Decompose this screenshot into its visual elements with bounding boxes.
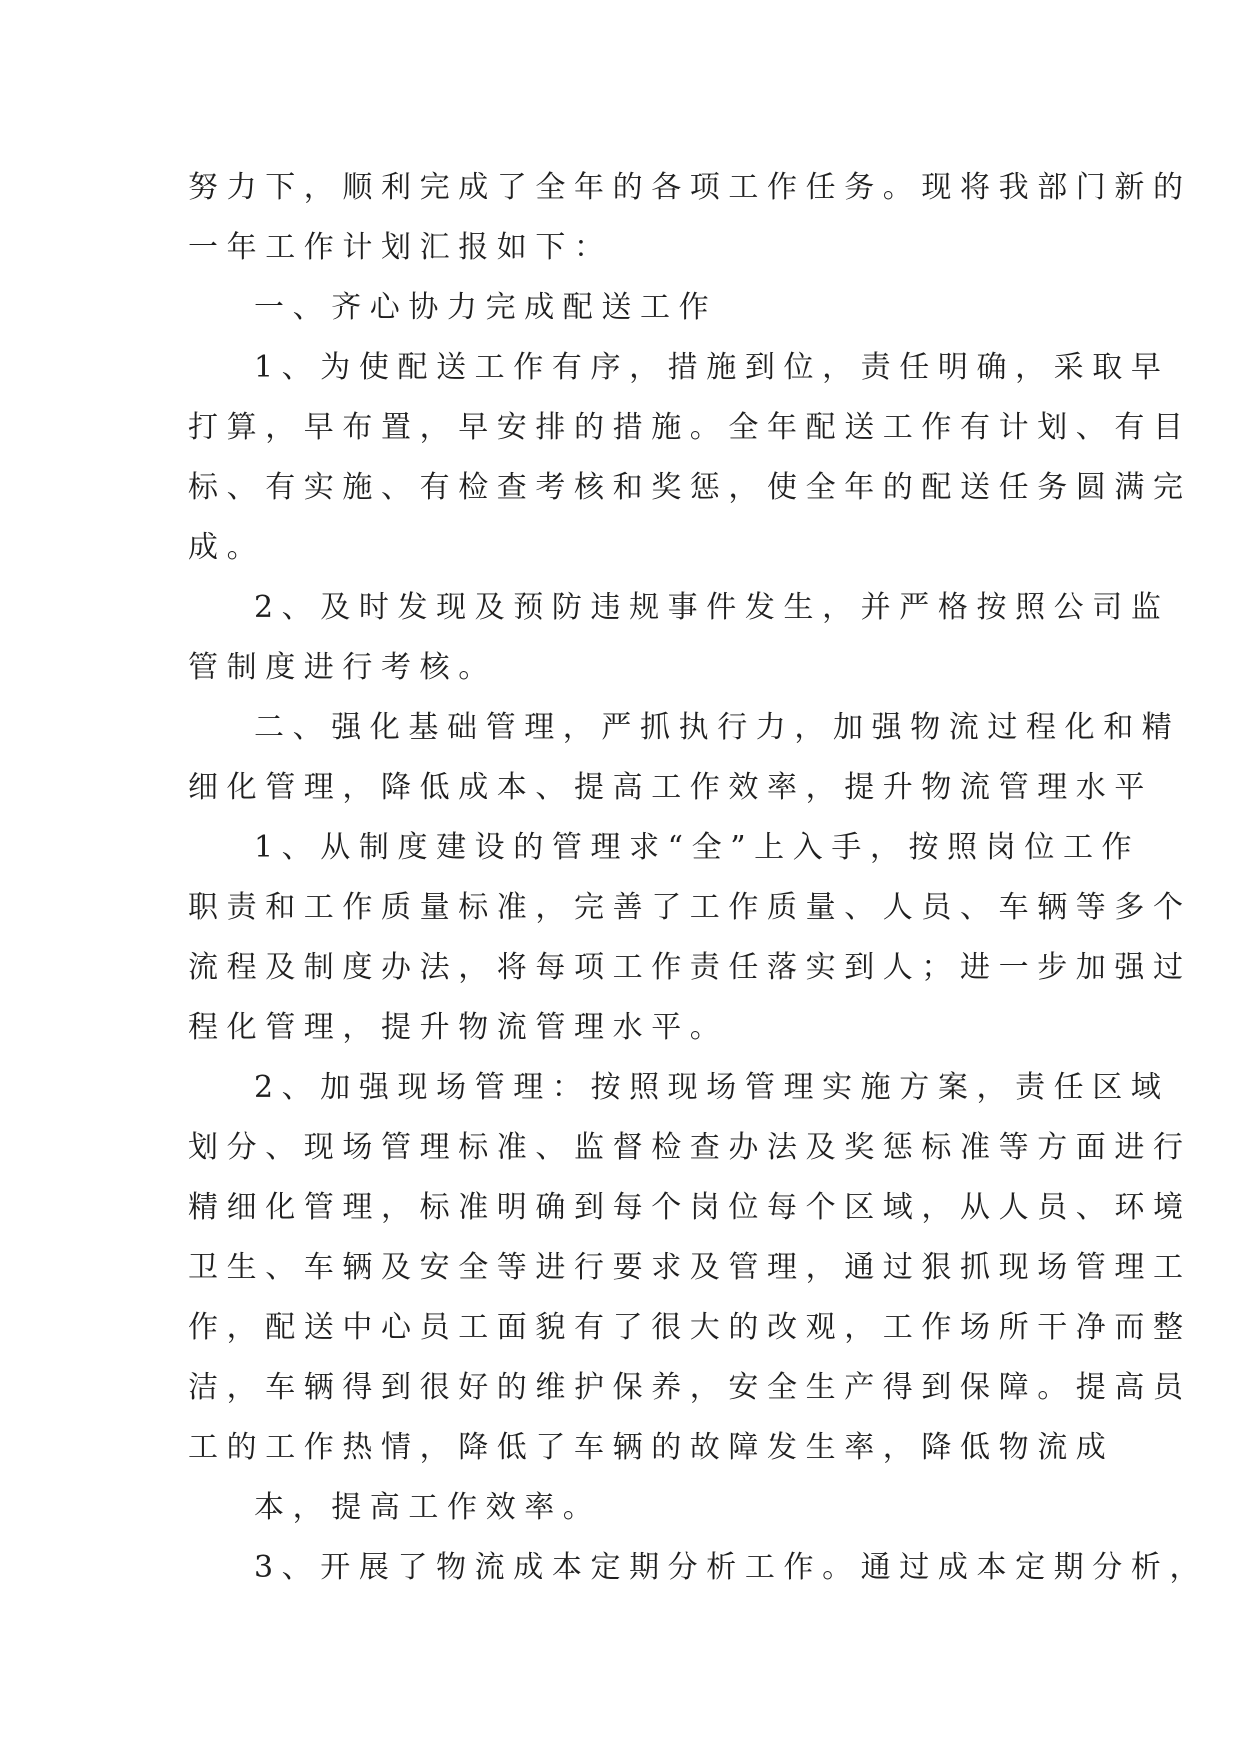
text-line: 职责和工作质量标准，完善了工作质量、人员、车辆等多个 (188, 890, 1192, 925)
text-line: 洁，车辆得到很好的维护保养，安全生产得到保障。提高员 (188, 1370, 1192, 1405)
document-body (188, 158, 1209, 1598)
text-line: 3、开展了物流成本定期分析工作。通过成本定期分析， (254, 1550, 1209, 1585)
text-line: 卫生、车辆及安全等进行要求及管理，通过狠抓现场管理工 (188, 1250, 1192, 1285)
section-heading: 一、齐心协力完成配送工作 (254, 290, 718, 325)
text-line: 成。 (188, 530, 266, 565)
text-line: 努力下，顺利完成了全年的各项工作任务。现将我部门新的 (188, 170, 1192, 205)
text-line: 2、加强现场管理：按照现场管理实施方案，责任区域 (254, 1070, 1170, 1105)
text-line: 管制度进行考核。 (188, 650, 497, 685)
text-line: 1、从制度建设的管理求“全”上入手，按照岗位工作 (254, 830, 1141, 865)
text-line: 作，配送中心员工面貌有了很大的改观，工作场所干净而整 (188, 1310, 1192, 1345)
text-line: 一年工作计划汇报如下： (188, 230, 613, 265)
section-heading: 二、强化基础管理，严抓执行力，加强物流过程化和精 (254, 710, 1181, 745)
text-line: 本，提高工作效率。 (254, 1490, 602, 1525)
text-line: 标、有实施、有检查考核和奖惩，使全年的配送任务圆满完 (188, 470, 1192, 505)
section-heading: 细化管理，降低成本、提高工作效率，提升物流管理水平 (188, 770, 1153, 805)
text-line: 精细化管理，标准明确到每个岗位每个区域，从人员、环境 (188, 1190, 1192, 1225)
text-line: 划分、现场管理标准、监督检查办法及奖惩标准等方面进行 (188, 1130, 1192, 1165)
text-line: 工的工作热情，降低了车辆的故障发生率，降低物流成 (188, 1430, 1115, 1465)
text-line: 打算，早布置，早安排的措施。全年配送工作有计划、有目 (188, 410, 1192, 445)
text-line: 1、为使配送工作有序，措施到位，责任明确，采取早 (254, 350, 1170, 385)
text-line: 程化管理，提升物流管理水平。 (188, 1010, 729, 1045)
text-line: 流程及制度办法，将每项工作责任落实到人；进一步加强过 (188, 950, 1192, 985)
text-line: 2、及时发现及预防违规事件发生，并严格按照公司监 (254, 590, 1170, 625)
